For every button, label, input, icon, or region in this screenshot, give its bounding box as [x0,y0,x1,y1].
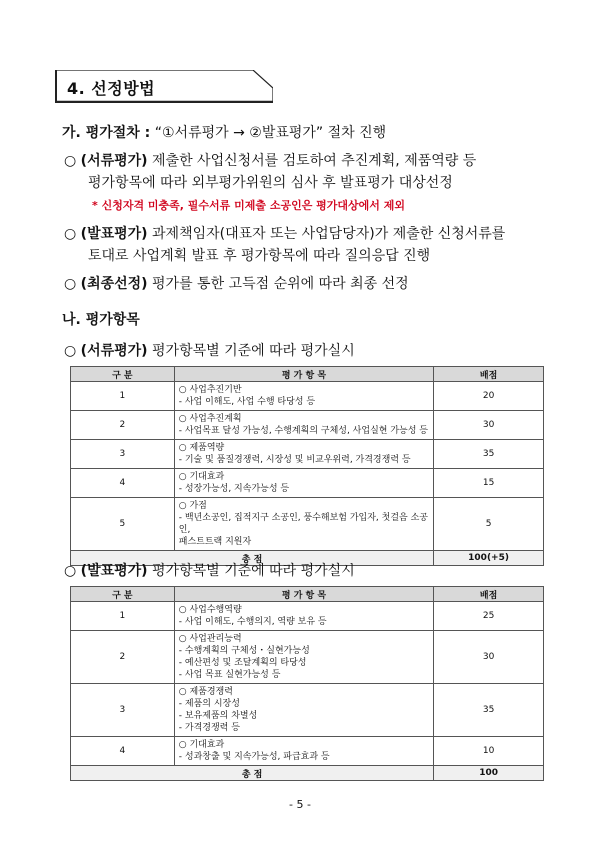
row-no: 3 [71,684,175,737]
exclusion-note: * 신청자격 미충족, 필수서류 미제출 소공인은 평가대상에서 제외 [92,199,406,212]
table-row [71,498,544,551]
row-score: 10 [434,737,544,766]
item-line: - 기술 및 품질경쟁력, 시장성 및 비교우위력, 가격경쟁력 등 [178,455,411,465]
procedure-title: 가. 평가절차 : [62,125,151,141]
row-items [174,469,433,498]
pres-table-heading [64,561,355,581]
table-row [71,469,544,498]
row-no: 4 [71,469,175,498]
table-header-row [71,367,544,382]
section-title: 4. 선정방법 [67,79,156,98]
table-row [71,602,544,631]
item-line: - 사업 목표 실현가능성 등 [178,670,281,680]
total-score: 100(+5) [434,551,544,566]
pres-eval-label: (발표평가) [80,226,148,242]
bullet: ○ [64,226,77,242]
pres-eval-desc [64,224,505,244]
row-score: 30 [434,411,544,440]
col-item-header: 평 가 항 목 [174,587,433,602]
item-line: - 수행계획의 구체성・실현가능성 [178,646,310,656]
row-score: 35 [434,684,544,737]
item-line: - 사업 이해도, 사업 수행 타당성 등 [178,397,316,407]
table-row [71,382,544,411]
item-line: - 사업 이해도, 수행의지, 역량 보유 등 [178,617,327,627]
procedure-line [62,123,386,143]
page-number: - 5 - [289,798,311,811]
table-row [71,440,544,469]
table-row [71,684,544,737]
doc-eval-label: (서류평가) [80,153,148,169]
row-items [174,737,433,766]
procedure-flow: “①서류평가 → ②발표평가” 절차 진행 [154,125,387,141]
doc-table-heading-label: (서류평가) [80,343,148,359]
bullet: ○ [64,563,77,579]
doc-table-heading-text: 평가항목별 기준에 따라 평가실시 [152,343,355,359]
col-no-header: 구 분 [71,587,175,602]
row-score: 5 [434,498,544,551]
row-no: 2 [71,631,175,684]
item-line: - 예산편성 및 조달계획의 타당성 [178,658,307,668]
row-items [174,631,433,684]
final-select-text: 평가를 통한 고득점 순위에 따라 최종 선정 [152,276,409,292]
col-no-header: 구 분 [71,367,175,382]
row-score: 30 [434,631,544,684]
total-label: 총 점 [71,766,434,781]
doc-eval-table [70,366,544,566]
pres-table-heading-text: 평가항목별 기준에 따라 평가실시 [152,563,355,579]
item-line: ○ 사업수행역량 [178,605,242,615]
row-score: 20 [434,382,544,411]
item-line: ○ 제품역량 [178,443,225,453]
doc-eval-cont: 평가항목에 따라 외부평가위원의 심사 후 발표평가 대상선정 [88,175,453,191]
row-items [174,498,433,551]
row-score: 15 [434,469,544,498]
table-row [71,631,544,684]
row-no: 4 [71,737,175,766]
item-line: - 사업목표 달성 가능성, 수행계획의 구체성, 사업실현 가능성 등 [178,426,428,436]
item-line: - 가격경쟁력 등 [178,723,240,733]
item-line: ○ 가점 [178,501,207,511]
row-no: 1 [71,382,175,411]
item-line: ○ 사업추진계획 [178,414,242,424]
bullet: ○ [64,276,77,292]
col-item-header: 평 가 항 목 [174,367,433,382]
bullet: ○ [64,153,77,169]
criteria-title: 나. 평가항목 [62,312,140,328]
row-score: 35 [434,440,544,469]
row-items [174,382,433,411]
doc-eval-text: 제출한 사업신청서를 검토하여 추진계획, 제품역량 등 [152,153,477,169]
item-line: ○ 제품경쟁력 [178,687,233,697]
doc-eval-desc [64,151,476,171]
row-items [174,440,433,469]
row-no: 3 [71,440,175,469]
final-select-label: (최종선정) [80,276,148,292]
item-line: - 백년소공인, 집적지구 소공인, 풍수해보험 가입자, 첫걸음 소공인, [178,513,428,535]
row-no: 5 [71,498,175,551]
pres-eval-table [70,586,544,781]
item-line: - 제품의 시장성 [178,699,240,709]
total-label: 총 점 [71,551,434,566]
col-score-header: 배점 [434,587,544,602]
pres-eval-text: 과제책임자(대표자 또는 사업담당자)가 제출한 신청서류를 [152,226,506,242]
pres-table-heading-label: (발표평가) [80,563,148,579]
item-line: ○ 사업추진기반 [178,385,242,395]
item-line: - 보유제품의 차별성 [178,711,258,721]
table-row [71,411,544,440]
item-line: ○ 기대효과 [178,472,225,482]
item-line: - 성과창출 및 지속가능성, 파급효과 등 [178,752,330,762]
item-line: ○ 사업관리능력 [178,634,242,644]
section-header [55,70,273,103]
item-line: - 성장가능성, 지속가능성 등 [178,484,290,494]
item-line: 패스트트랙 지원자 [178,537,252,547]
row-items [174,684,433,737]
row-score: 25 [434,602,544,631]
table-row [71,737,544,766]
table-header-row [71,587,544,602]
row-no: 1 [71,602,175,631]
total-score: 100 [434,766,544,781]
item-line: ○ 기대효과 [178,740,225,750]
col-score-header: 배점 [434,367,544,382]
row-items [174,411,433,440]
bullet: ○ [64,343,77,359]
final-select-desc [64,274,409,294]
total-row [71,766,544,781]
doc-table-heading [64,341,355,361]
row-no: 2 [71,411,175,440]
pres-eval-cont: 토대로 사업계획 발표 후 평가항목에 따라 질의응답 진행 [88,248,431,264]
row-items [174,602,433,631]
